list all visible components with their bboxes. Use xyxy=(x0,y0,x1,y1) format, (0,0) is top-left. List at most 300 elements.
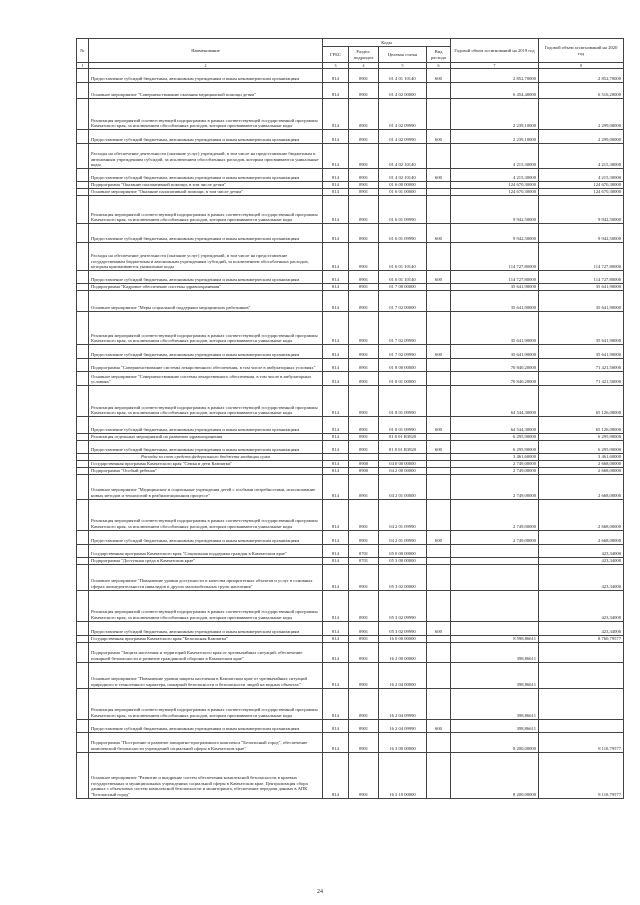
row-2020-cell: 65 126,00000 xyxy=(539,417,624,434)
row-2020-cell xyxy=(539,662,624,688)
row-2020-cell: 8 760,79577 xyxy=(539,635,624,642)
header-grbs: ГРБС xyxy=(323,47,349,63)
row-csr-cell: 04 2 01 09990 xyxy=(379,530,427,544)
table-row xyxy=(77,271,624,284)
row-2019-cell: 2 749,00000 xyxy=(451,460,539,467)
table-row xyxy=(77,312,624,345)
row-2020-cell: 4 215,30000 xyxy=(539,144,624,169)
row-2020-cell: 35 641,90000 xyxy=(539,284,624,291)
table-row xyxy=(77,499,624,530)
table-row xyxy=(77,642,624,662)
row-2020-cell: 6 516,20000 xyxy=(539,83,624,99)
row-2019-cell: 64 544,30000 xyxy=(451,417,539,434)
row-csr-cell: 16 3 00 00000 xyxy=(379,732,427,752)
table-row xyxy=(77,99,624,130)
row-2020-cell: 35 641,90000 xyxy=(539,312,624,345)
table-row xyxy=(77,196,624,224)
row-name-cell: Реализация мероприятий соответствующей подпрограммы в рамках соответствующей государственной программы Камчатского края, за исключением обособленных расходов, которым присваиваются уникальные коды xyxy=(89,312,323,345)
row-section-cell: 0901 xyxy=(349,732,379,752)
row-grbs-cell: 814 xyxy=(323,530,349,544)
row-name-cell: Предоставление субсидий бюджетным, автономным учреждениям и иным некоммерческим организациям xyxy=(89,224,323,243)
table-row xyxy=(77,467,624,474)
row-vr-cell xyxy=(427,189,451,196)
table-row xyxy=(77,557,624,564)
row-grbs-cell: 814 xyxy=(323,224,349,243)
row-grbs-cell: 814 xyxy=(323,662,349,688)
row-grbs-cell: 814 xyxy=(323,564,349,590)
row-vr-cell xyxy=(427,386,451,417)
row-name-cell: Подпрограмма "Защита населения и территорий Камчатского края от чрезвычайных ситуаций, обеспечение пожарной безопасности и развитие гражданской обороны в Камчатском крае" xyxy=(89,642,323,662)
table-row xyxy=(77,460,624,467)
row-csr-cell: 04 2 00 00000 xyxy=(379,467,427,474)
row-grbs-cell: 814 xyxy=(323,590,349,621)
row-grbs-cell: 814 xyxy=(323,312,349,345)
table-row xyxy=(77,243,624,271)
row-grbs-cell: 814 xyxy=(323,284,349,291)
row-grbs-cell: 814 xyxy=(323,130,349,144)
row-2020-cell: 71 421,50000 xyxy=(539,359,624,372)
table-row xyxy=(77,688,624,719)
row-vr-cell: 600 xyxy=(427,345,451,359)
row-section-cell: 0901 xyxy=(349,144,379,169)
row-vr-cell xyxy=(427,284,451,291)
row-section-cell: 0901 xyxy=(349,642,379,662)
row-section-cell: 0901 xyxy=(349,441,379,454)
row-number-cell xyxy=(77,189,89,196)
row-vr-cell: 600 xyxy=(427,530,451,544)
row-name-cell: Подпрограмма "Построение и развитие аппаратно-программного комплекса "Безопасный город", обеспечение комплексной безопасности учреждений социальной сферы в Камчатском крае" xyxy=(89,732,323,752)
row-2019-cell: 35 641,90000 xyxy=(451,312,539,345)
row-2020-cell: 6 295,90000 xyxy=(539,434,624,441)
row-vr-cell: 600 xyxy=(427,271,451,284)
row-number-cell xyxy=(77,434,89,441)
row-section-cell: 0901 xyxy=(349,621,379,635)
col-number: 6 xyxy=(427,63,451,69)
row-name-cell: Предоставление субсидий бюджетным, автономным учреждениям и иным некоммерческим организациям xyxy=(89,130,323,144)
row-2019-cell: 2 749,00000 xyxy=(451,530,539,544)
row-2019-cell: 2 749,00000 xyxy=(451,467,539,474)
row-csr-cell: 05 3 02 09990 xyxy=(379,621,427,635)
row-2020-cell: 114 727,80000 xyxy=(539,243,624,271)
row-grbs-cell: 814 xyxy=(323,467,349,474)
table-row xyxy=(77,417,624,434)
table-row xyxy=(77,291,624,312)
row-section-cell: 0900 xyxy=(349,467,379,474)
row-vr-cell xyxy=(427,564,451,590)
row-csr-cell: 16 0 00 00000 xyxy=(379,635,427,642)
row-2020-cell: 423,34000 xyxy=(539,544,624,557)
row-grbs-cell: 814 xyxy=(323,372,349,386)
row-2019-cell: 9 942,50000 xyxy=(451,224,539,243)
row-name-cell: Подпрограмма "Особый ребенок" xyxy=(89,467,323,474)
row-grbs-cell: 814 xyxy=(323,345,349,359)
budget-table-sheet xyxy=(76,38,623,799)
table-row xyxy=(77,441,624,454)
row-number-cell xyxy=(77,284,89,291)
header-csr: Целевая статья xyxy=(379,47,427,63)
row-section-cell: 0901 xyxy=(349,372,379,386)
row-number-cell xyxy=(77,564,89,590)
row-csr-cell: 05 0 00 00000 xyxy=(379,544,427,557)
row-2020-cell: 423,34000 xyxy=(539,557,624,564)
row-number-cell xyxy=(77,752,89,798)
row-section-cell: 0901 xyxy=(349,688,379,719)
row-section-cell: 0901 xyxy=(349,291,379,312)
row-name-cell: Реализация мероприятий соответствующей подпрограммы в рамках соответствующей государственной программы Камчатского края, за исключением обособленных расходов, которым присваиваются уникальные коды xyxy=(89,590,323,621)
row-name-cell: Реализация мероприятий соответствующей подпрограммы в рамках соответствующей государственной программы Камчатского края, за исключением обособленных расходов, которым присваиваются уникальные коды xyxy=(89,196,323,224)
row-name-cell: Предоставление субсидий бюджетным, автономным учреждениям и иным некоммерческим организациям xyxy=(89,417,323,434)
row-vr-cell xyxy=(427,688,451,719)
row-2020-cell: 65 126,00000 xyxy=(539,386,624,417)
row-section-cell xyxy=(349,454,379,461)
row-csr-cell: 01 8 00 00000 xyxy=(379,359,427,372)
row-2019-cell xyxy=(451,544,539,557)
row-name-cell: Предоставление субсидий бюджетным, автономным учреждениям и иным некоммерческим организациям xyxy=(89,719,323,732)
row-name-cell: Подпрограмма "Доступная среда в Камчатском крае" xyxy=(89,557,323,564)
row-number-cell xyxy=(77,688,89,719)
row-vr-cell xyxy=(427,662,451,688)
table-row xyxy=(77,434,624,441)
row-section-cell: 0901 xyxy=(349,662,379,688)
row-grbs-cell: 814 xyxy=(323,688,349,719)
row-2019-cell: 3 461,60000 xyxy=(451,454,539,461)
row-name-cell: Расходы на обеспечение деятельности (оказание услуг) учреждений, в том числе на предоставление бюджетным и автономным учреждениям субсидий, за исключением обособленных расходов, которым присваиваются уникальные коды xyxy=(89,144,323,169)
row-vr-cell: 600 xyxy=(427,169,451,182)
row-2019-cell: 398,86611 xyxy=(451,662,539,688)
row-vr-cell xyxy=(427,144,451,169)
header-section: Раздел, подраздел xyxy=(349,47,379,63)
row-2019-cell: 2 239,10000 xyxy=(451,99,539,130)
row-2019-cell: 124 670,30000 xyxy=(451,189,539,196)
row-grbs-cell: 814 xyxy=(323,557,349,564)
row-2020-cell: 2 668,00000 xyxy=(539,499,624,530)
row-grbs-cell: 814 xyxy=(323,752,349,798)
row-2019-cell: 70 840,20000 xyxy=(451,372,539,386)
row-2020-cell: 3 461,60000 xyxy=(539,454,624,461)
row-number-cell xyxy=(77,372,89,386)
row-grbs-cell: 814 xyxy=(323,386,349,417)
row-2019-cell: 2 749,00000 xyxy=(451,474,539,499)
row-2020-cell: 2 299,00000 xyxy=(539,130,624,144)
row-csr-cell: 01 4 01 10140 xyxy=(379,69,427,83)
row-csr-cell: 05 3 02 09990 xyxy=(379,590,427,621)
row-section-cell: 0901 xyxy=(349,312,379,345)
row-section-cell: 0901 xyxy=(349,635,379,642)
row-section-cell: 0901 xyxy=(349,196,379,224)
row-name-cell: Основное мероприятие "Развитие и внедрение систем обеспечения комплексной безопасности в краевых государственных и муниципальных учреждениях социальной сферы в Камчатском крае. Централизация сбора данных с объектовых систем комплексной безопасности и мониторинга, обеспечение передачи данных в АПК "Безопасный город" xyxy=(89,752,323,798)
row-number-cell xyxy=(77,642,89,662)
table-row xyxy=(77,189,624,196)
row-csr-cell: 01 6 01 09990 xyxy=(379,196,427,224)
row-2020-cell: 35 641,90000 xyxy=(539,291,624,312)
row-number-cell xyxy=(77,662,89,688)
row-number-cell xyxy=(77,359,89,372)
row-2020-cell: 35 641,90000 xyxy=(539,345,624,359)
row-number-cell xyxy=(77,271,89,284)
row-number-cell xyxy=(77,196,89,224)
row-section-cell: 0901 xyxy=(349,590,379,621)
row-vr-cell xyxy=(427,99,451,130)
row-csr-cell: 01 4 02 00000 xyxy=(379,83,427,99)
row-section-cell: 0901 xyxy=(349,189,379,196)
row-2020-cell xyxy=(539,688,624,719)
row-number-cell xyxy=(77,590,89,621)
row-grbs-cell: 814 xyxy=(323,417,349,434)
row-section-cell: 0901 xyxy=(349,434,379,441)
row-grbs-cell: 814 xyxy=(323,719,349,732)
row-2020-cell: 124 670,30000 xyxy=(539,189,624,196)
table-row xyxy=(77,130,624,144)
row-number-cell xyxy=(77,460,89,467)
row-csr-cell: 01 8 01 09990 xyxy=(379,417,427,434)
row-grbs-cell: 814 xyxy=(323,169,349,182)
row-vr-cell xyxy=(427,544,451,557)
row-number-cell xyxy=(77,144,89,169)
row-section-cell: 0901 xyxy=(349,224,379,243)
row-2020-cell: 9 942,50000 xyxy=(539,196,624,224)
row-csr-cell: 01 4 02 09990 xyxy=(379,130,427,144)
row-grbs-cell: 814 xyxy=(323,196,349,224)
row-name-cell: Реализация отдельных мероприятий по развитию здравоохранения xyxy=(89,434,323,441)
row-2019-cell: 114 727,80000 xyxy=(451,271,539,284)
header-2020: Годовой объем ассигнований на 2020 год xyxy=(539,39,624,63)
row-number-cell xyxy=(77,417,89,434)
page-number: 24 xyxy=(317,889,323,895)
row-grbs-cell: 814 xyxy=(323,359,349,372)
row-2020-cell: 2 668,00000 xyxy=(539,460,624,467)
row-csr-cell: 01 7 02 00000 xyxy=(379,291,427,312)
table-row xyxy=(77,621,624,635)
row-csr-cell: 04 2 01 09990 xyxy=(379,499,427,530)
row-section-cell: 0901 xyxy=(349,99,379,130)
row-number-cell xyxy=(77,530,89,544)
row-grbs-cell: 814 xyxy=(323,69,349,83)
row-2019-cell: 9 942,50000 xyxy=(451,196,539,224)
row-2019-cell: 8 200,00000 xyxy=(451,752,539,798)
table-row xyxy=(77,752,624,798)
row-vr-cell xyxy=(427,372,451,386)
table-row xyxy=(77,544,624,557)
row-2019-cell: 8 200,00000 xyxy=(451,732,539,752)
header-name: Наименование xyxy=(89,39,323,63)
row-vr-cell: 600 xyxy=(427,417,451,434)
row-2019-cell: 35 641,90000 xyxy=(451,291,539,312)
header-num: № xyxy=(77,39,89,63)
row-vr-cell xyxy=(427,434,451,441)
col-number: 7 xyxy=(451,63,539,69)
row-csr-cell: 01 6 01 10140 xyxy=(379,271,427,284)
row-2019-cell: 6 454,40000 xyxy=(451,83,539,99)
row-section-cell: 0901 xyxy=(349,243,379,271)
table-row xyxy=(77,732,624,752)
row-section-cell: 0901 xyxy=(349,530,379,544)
row-number-cell xyxy=(77,69,89,83)
row-number-cell xyxy=(77,243,89,271)
row-vr-cell xyxy=(427,359,451,372)
row-section-cell: 0901 xyxy=(349,284,379,291)
row-grbs-cell: 814 xyxy=(323,291,349,312)
row-csr-cell: 01 8 01 R3820 xyxy=(379,441,427,454)
row-name-cell: Предоставление субсидий бюджетным, автономным учреждениям и иным некоммерческим организациям xyxy=(89,345,323,359)
row-name-cell: Основное мероприятие "Меры социальной поддержки медицинских работников" xyxy=(89,291,323,312)
row-number-cell xyxy=(77,621,89,635)
row-2020-cell xyxy=(539,642,624,662)
table-row xyxy=(77,169,624,182)
row-2019-cell: 2 239,10000 xyxy=(451,130,539,144)
row-csr-cell: 05 3 00 00000 xyxy=(379,557,427,564)
row-section-cell: 0901 xyxy=(349,271,379,284)
row-vr-cell xyxy=(427,474,451,499)
row-vr-cell xyxy=(427,635,451,642)
row-name-cell: Основное мероприятие "Совершенствование оказания медицинской помощи детям" xyxy=(89,83,323,99)
row-number-cell xyxy=(77,544,89,557)
row-csr-cell: 01 6 00 00000 xyxy=(379,182,427,189)
table-row xyxy=(77,564,624,590)
row-grbs-cell: 814 xyxy=(323,144,349,169)
row-2020-cell: 2 668,00000 xyxy=(539,467,624,474)
row-grbs-cell: 814 xyxy=(323,544,349,557)
row-number-cell xyxy=(77,467,89,474)
row-2019-cell: 6 295,90000 xyxy=(451,434,539,441)
row-2020-cell: 2 299,00000 xyxy=(539,99,624,130)
row-vr-cell: 600 xyxy=(427,130,451,144)
row-2019-cell: 64 544,30000 xyxy=(451,386,539,417)
row-name-cell: Подпрограмма "Совершенствование системы лекарственного обеспечения, в том числе в амбулаторных условиях" xyxy=(89,359,323,372)
row-name-cell: Основное мероприятие "Повышение уровня доступности и качества приоритетных объектов и услуг в основных сферах жизнедеятельности инвалидов и других маломобильных групп населения" xyxy=(89,564,323,590)
table-row xyxy=(77,345,624,359)
row-vr-cell xyxy=(427,642,451,662)
row-2019-cell: 398,86611 xyxy=(451,719,539,732)
row-grbs-cell: 814 xyxy=(323,441,349,454)
row-name-cell: Государственная программа Камчатского края "Семья и дети Камчатки" xyxy=(89,460,323,467)
row-csr-cell: 01 6 01 00000 xyxy=(379,189,427,196)
row-2019-cell xyxy=(451,564,539,590)
row-section-cell: 0901 xyxy=(349,182,379,189)
row-grbs-cell: 814 xyxy=(323,99,349,130)
row-2020-cell xyxy=(539,719,624,732)
row-section-cell: 0901 xyxy=(349,130,379,144)
row-section-cell: 0901 xyxy=(349,499,379,530)
row-grbs-cell: 814 xyxy=(323,635,349,642)
row-2019-cell: 70 840,20000 xyxy=(451,359,539,372)
row-2020-cell: 114 727,80000 xyxy=(539,271,624,284)
table-row xyxy=(77,69,624,83)
row-grbs-cell: 814 xyxy=(323,182,349,189)
row-grbs-cell: 814 xyxy=(323,189,349,196)
row-grbs-cell: 814 xyxy=(323,499,349,530)
row-section-cell: 0901 xyxy=(349,719,379,732)
row-name-cell: Расходы на обеспечение деятельности (оказание услуг) учреждений, в том числе на предоставление государственным бюджетным и автономным учреждениям субсидий, за исключением обособленных расходов, которым присваиваются уникальные коды xyxy=(89,243,323,271)
row-csr-cell: 01 8 01 R3820 xyxy=(379,434,427,441)
row-section-cell: 0901 xyxy=(349,564,379,590)
row-csr-cell: 01 8 01 00000 xyxy=(379,372,427,386)
row-csr-cell: 01 4 02 10140 xyxy=(379,144,427,169)
row-name-cell: Государственная программа Камчатского края "Социальная поддержка граждан в Камчатском крае" xyxy=(89,544,323,557)
col-number: 8 xyxy=(539,63,624,69)
row-grbs-cell: 814 xyxy=(323,83,349,99)
row-grbs-cell: 814 xyxy=(323,474,349,499)
row-number-cell xyxy=(77,182,89,189)
row-2020-cell: 8 110,79577 xyxy=(539,732,624,752)
row-name-cell: Реализация мероприятий соответствующей подпрограммы в рамках соответствующей государственной программы Камчатского края, за исключением обособленных расходов, которым присваиваются уникальные коды xyxy=(89,386,323,417)
row-2020-cell: 71 421,50000 xyxy=(539,372,624,386)
row-name-cell: Расходы за счет средств федерального бюджета входящих сумм xyxy=(89,454,323,461)
header-vr: Вид расхода xyxy=(427,47,451,63)
row-2019-cell: 2 852,70000 xyxy=(451,69,539,83)
row-section-cell: 0901 xyxy=(349,69,379,83)
row-csr-cell: 01 7 02 09990 xyxy=(379,345,427,359)
row-name-cell: Основное мероприятие "Совершенствование системы лекарственного обеспечения, в том числе в амбулаторных условиях" xyxy=(89,372,323,386)
row-section-cell: 0901 xyxy=(349,83,379,99)
row-vr-cell xyxy=(427,467,451,474)
row-2019-cell: 2 749,00000 xyxy=(451,499,539,530)
row-vr-cell xyxy=(427,499,451,530)
row-name-cell: Основное мероприятие "Медицинские и социальные учреждения детей с особыми потребностями, использование новых методов и технологий в реабилитационном процессе" xyxy=(89,474,323,499)
row-2019-cell: 398,86611 xyxy=(451,642,539,662)
table-row xyxy=(77,182,624,189)
table-row xyxy=(77,224,624,243)
table-row xyxy=(77,590,624,621)
row-2019-cell: 398,86611 xyxy=(451,688,539,719)
row-vr-cell xyxy=(427,196,451,224)
row-section-cell: 0900 xyxy=(349,460,379,467)
row-vr-cell xyxy=(427,291,451,312)
row-name-cell: Государственная программа Камчатского края "Безопасная Камчатка" xyxy=(89,635,323,642)
row-name-cell: Предоставление субсидий бюджетным, автономным учреждениям и иным некоммерческим организациям xyxy=(89,621,323,635)
row-vr-cell xyxy=(427,590,451,621)
row-name-cell: Предоставление субсидий бюджетным, автономным учреждениям и иным некоммерческим организациям xyxy=(89,69,323,83)
row-csr-cell: 16 2 00 00000 xyxy=(379,642,427,662)
row-2019-cell: 114 727,80000 xyxy=(451,243,539,271)
row-number-cell xyxy=(77,635,89,642)
row-csr-cell: 04 0 00 00000 xyxy=(379,460,427,467)
row-number-cell xyxy=(77,130,89,144)
row-vr-cell: 600 xyxy=(427,621,451,635)
row-2020-cell: 2 668,00000 xyxy=(539,474,624,499)
row-number-cell xyxy=(77,169,89,182)
row-2020-cell: 9 942,50000 xyxy=(539,224,624,243)
row-name-cell: Предоставление субсидий бюджетным, автономным учреждениям и иным некоммерческим организациям xyxy=(89,169,323,182)
table-row xyxy=(77,144,624,169)
row-2020-cell: 124 670,30000 xyxy=(539,182,624,189)
row-2019-cell: 35 641,90000 xyxy=(451,284,539,291)
row-number-cell xyxy=(77,474,89,499)
row-vr-cell: 600 xyxy=(427,224,451,243)
row-2020-cell: 423,34000 xyxy=(539,564,624,590)
row-vr-cell: 600 xyxy=(427,69,451,83)
table-row xyxy=(77,454,624,461)
row-2019-cell: 6 295,90000 xyxy=(451,441,539,454)
row-2019-cell: 124 670,30000 xyxy=(451,182,539,189)
row-csr-cell: 04 2 01 00000 xyxy=(379,474,427,499)
row-number-cell xyxy=(77,454,89,461)
row-csr-cell: 01 4 02 10140 xyxy=(379,169,427,182)
row-name-cell: Предоставление субсидий бюджетным, автономным учреждениям и иным некоммерческим организациям xyxy=(89,271,323,284)
row-csr-cell: 16 2 04 09990 xyxy=(379,688,427,719)
row-grbs-cell: 814 xyxy=(323,642,349,662)
row-csr-cell: 16 2 04 09990 xyxy=(379,719,427,732)
row-csr-cell: 05 3 02 00000 xyxy=(379,564,427,590)
row-name-cell: Основное мероприятие "Оказание паллиативной помощи, в том числе детям" xyxy=(89,189,323,196)
row-section-cell: 0901 xyxy=(349,169,379,182)
row-vr-cell xyxy=(427,557,451,564)
table-row xyxy=(77,530,624,544)
row-vr-cell xyxy=(427,460,451,467)
row-grbs-cell: 814 xyxy=(323,732,349,752)
row-number-cell xyxy=(77,732,89,752)
row-2019-cell: 8 598,86611 xyxy=(451,635,539,642)
row-number-cell xyxy=(77,441,89,454)
